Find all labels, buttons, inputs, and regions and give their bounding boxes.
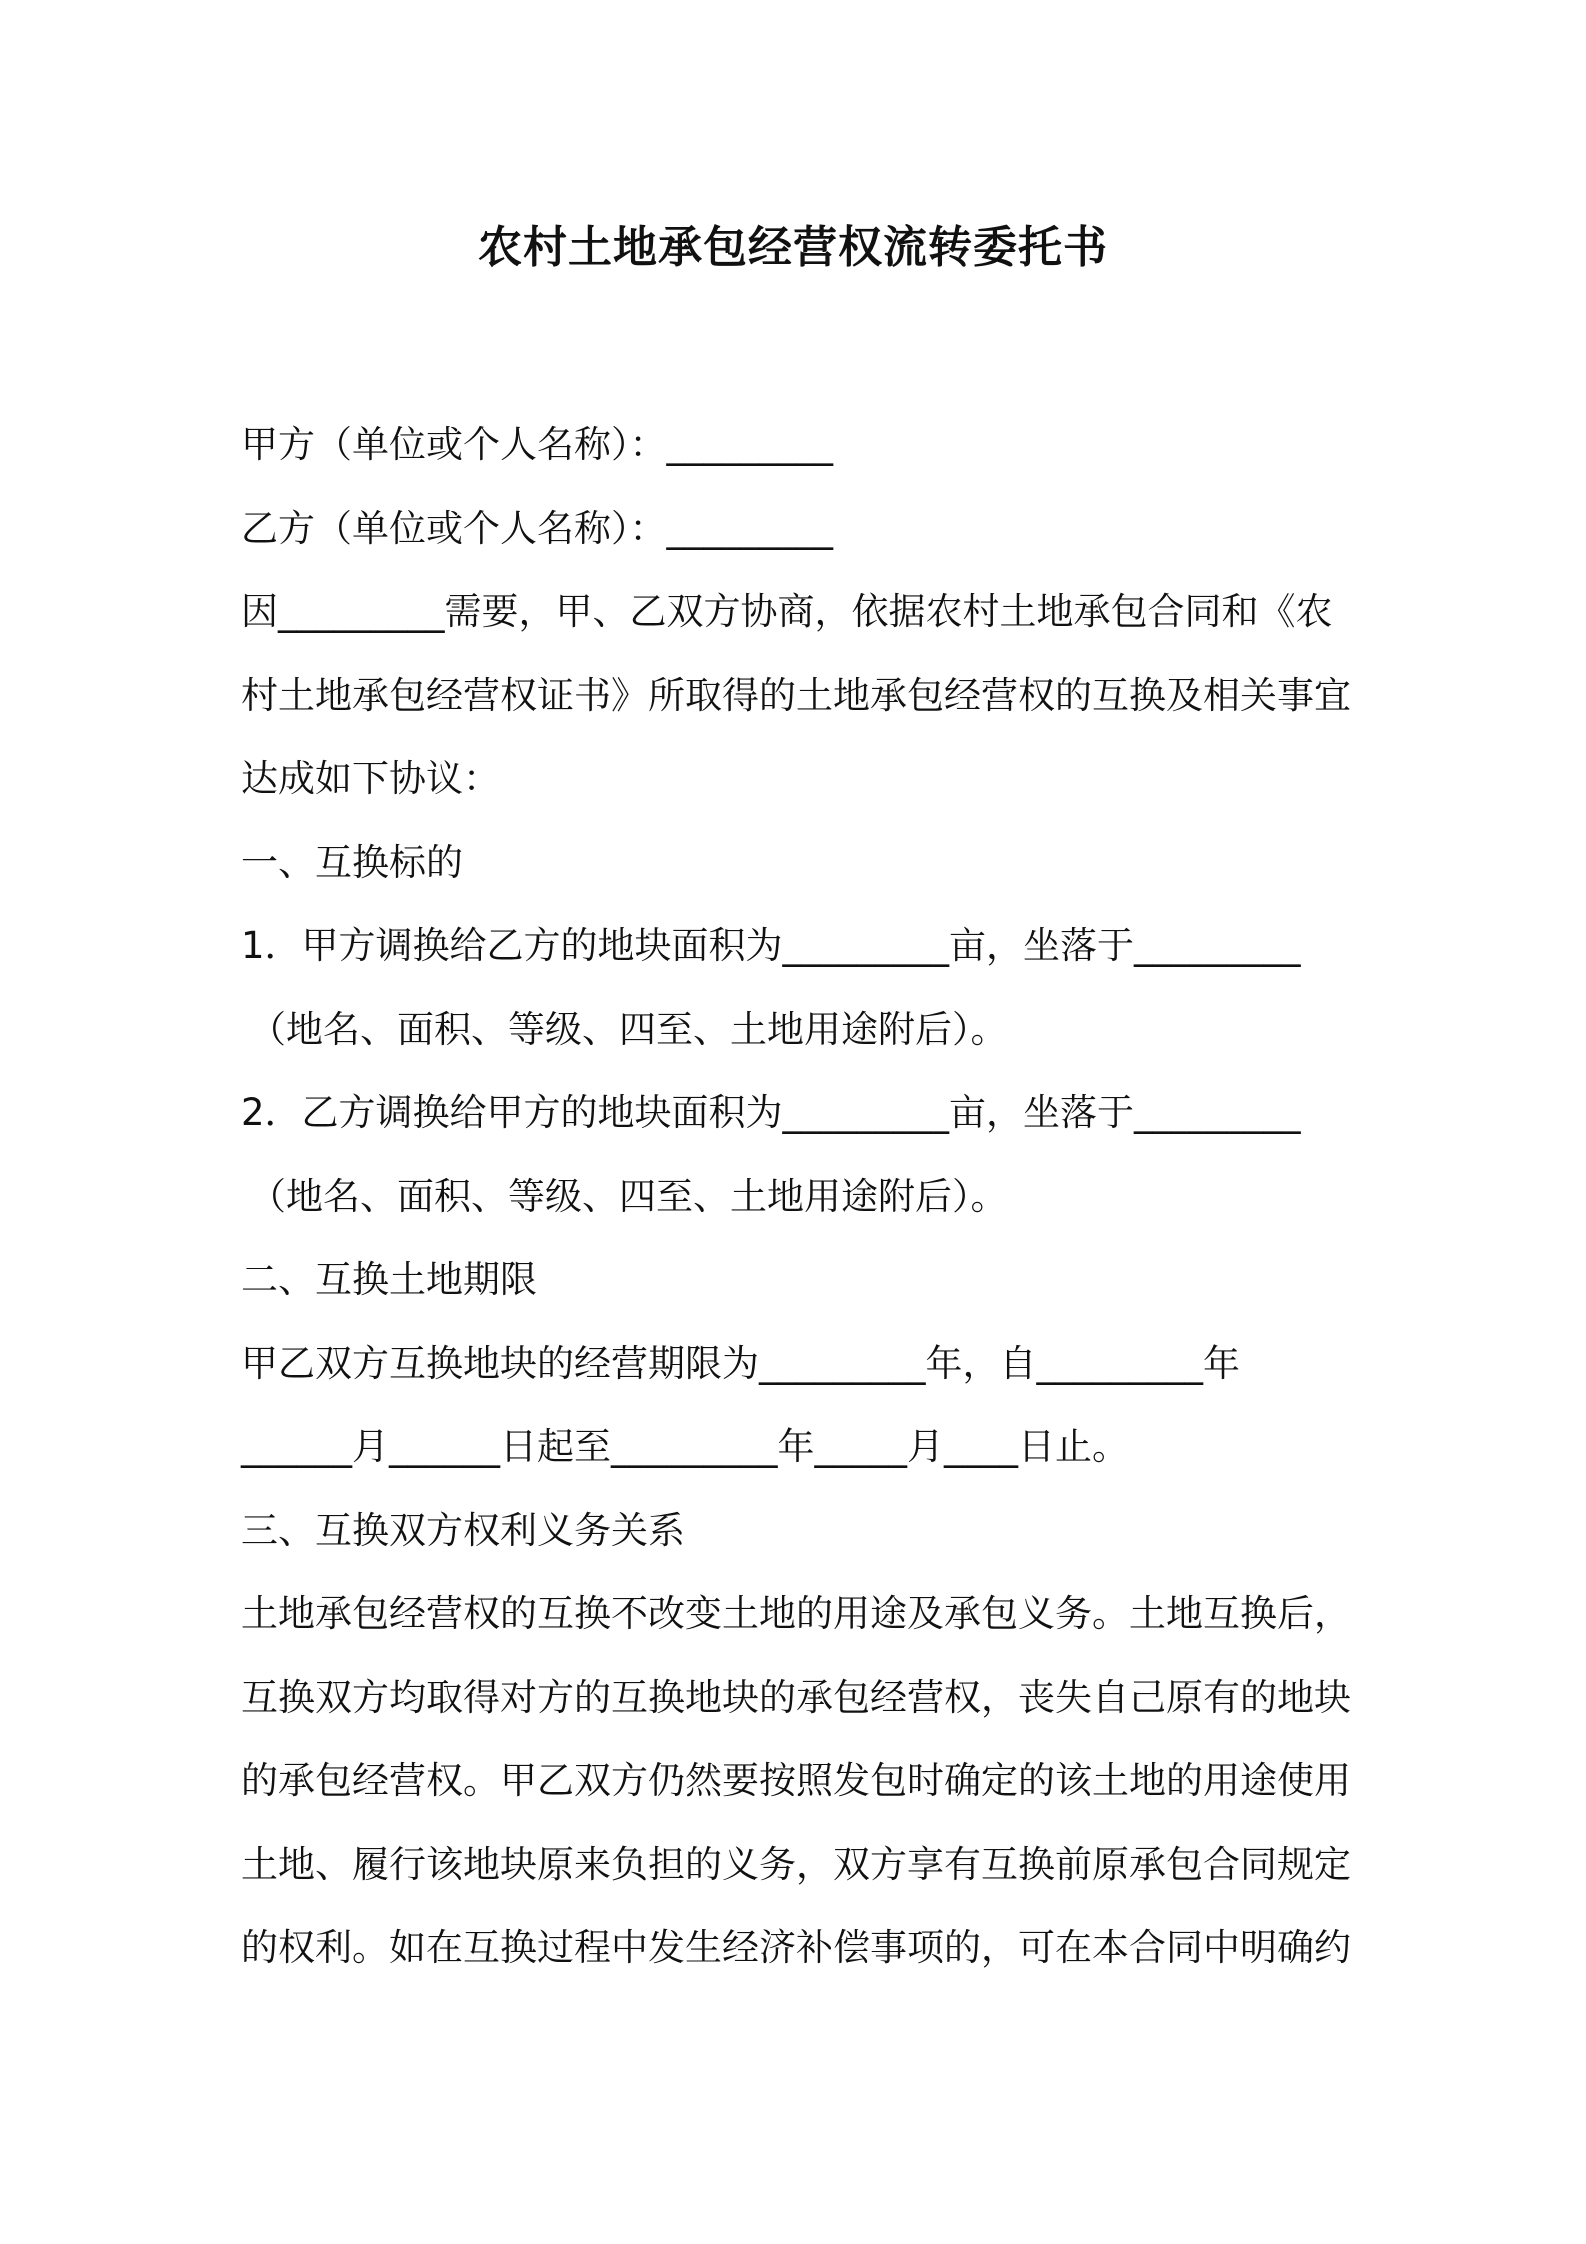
preamble-line-3: 达成如下协议： (241, 757, 500, 800)
party-a-line: 甲方（单位或个人名称）：_________ (241, 423, 833, 466)
rights-line-2: 互换双方均取得对方的互换地块的承包经营权，丧失自己原有的地块 (241, 1675, 1351, 1719)
term-line-1: 甲乙双方互换地块的经营期限为_________年，自_________年 (241, 1341, 1240, 1385)
section-1-heading: 一、互换标的 (241, 840, 463, 884)
clause-1-2-line-2: （地名、面积、等级、四至、土地用途附后）。 (249, 1174, 1008, 1218)
section-2-heading: 二、互换土地期限 (241, 1258, 537, 1301)
rights-line-4: 土地、履行该地块原来负担的义务，双方享有互换前原承包合同规定 (241, 1842, 1351, 1886)
term-line-2: ______月______日起至_________年_____月____日止。 (241, 1425, 1129, 1468)
party-b-line: 乙方（单位或个人名称）：_________ (241, 506, 833, 550)
rights-line-5: 的权利。如在互换过程中发生经济补偿事项的，可在本合同中明确约 (241, 1926, 1351, 1969)
document-body (241, 403, 1356, 1990)
clause-1-1-line-1: 1．甲方调换给乙方的地块面积为_________亩，坐落于_________ (241, 924, 1301, 967)
document-title: 农村土地承包经营权流转委托书 (478, 222, 1108, 273)
preamble-line-1: 因_________需要，甲、乙双方协商，依据农村土地承包合同和《农 (241, 590, 1333, 633)
section-3-heading: 三、互换双方权利义务关系 (241, 1508, 685, 1552)
rights-line-1: 土地承包经营权的互换不改变土地的用途及承包义务。土地互换后， (241, 1592, 1351, 1635)
clause-1-1-line-2: （地名、面积、等级、四至、土地用途附后）。 (249, 1007, 1008, 1051)
clause-1-2-line-1: 2．乙方调换给甲方的地块面积为_________亩，坐落于_________ (241, 1091, 1301, 1134)
preamble-line-2: 村土地承包经营权证书》所取得的土地承包经营权的互换及相关事宜 (241, 673, 1351, 717)
rights-line-3: 的承包经营权。甲乙双方仍然要按照发包时确定的该土地的用途使用 (241, 1759, 1351, 1802)
